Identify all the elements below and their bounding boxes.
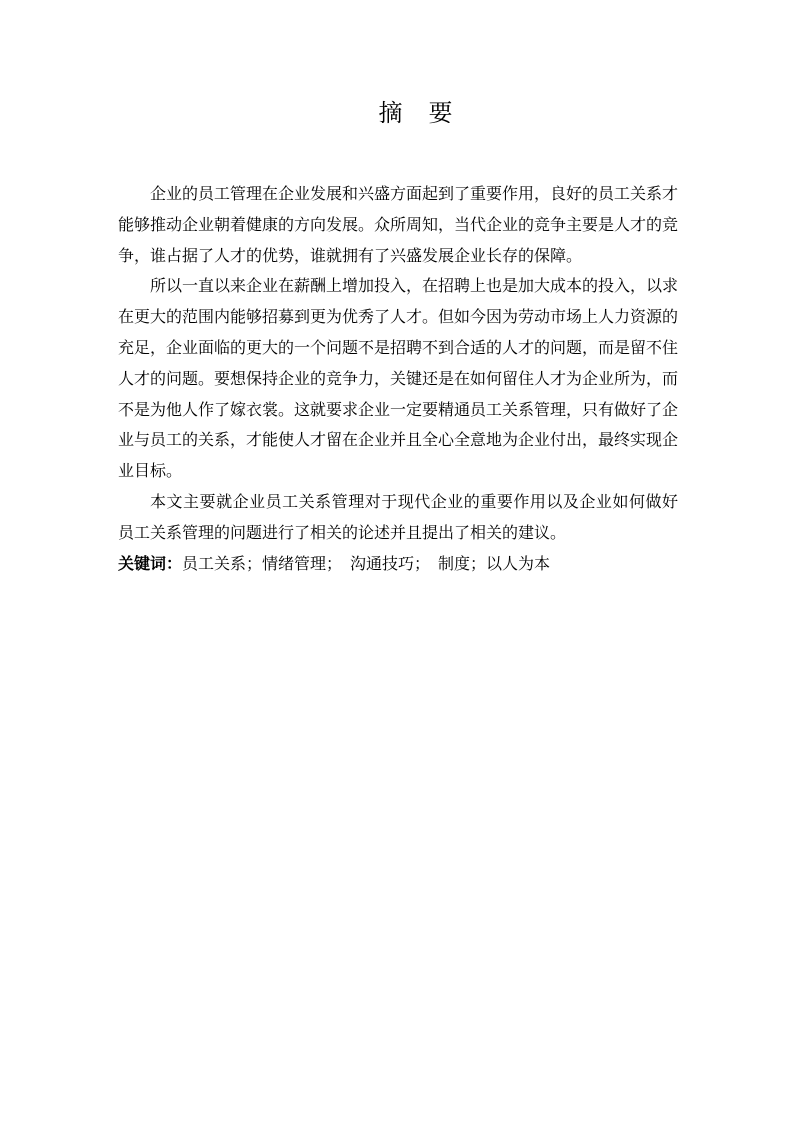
abstract-line: 所以一直以来企业在薪酬上增加投入，在招聘上也是加大成本的投入，以求 [150,278,678,296]
abstract-line: 争，谁占据了人才的优势，谁就拥有了兴盛发展企业长存的保障。 [118,247,583,265]
abstract-line: 业与员工的关系，才能使人才留在企业并且全心全意地为企业付出，最终实现企 [118,432,678,450]
keywords-text: 员工关系；情绪管理； 沟通技巧； 制度；以人为本 [182,555,551,573]
abstract-line: 本文主要就企业员工关系管理对于现代企业的重要作用以及企业如何做好 [150,493,678,511]
abstract-body [118,180,678,580]
keywords-label: 关键词： [118,555,183,573]
keywords-line [118,550,678,581]
abstract-line: 能够推动企业朝着健康的方向发展。众所周知，当代企业的竞争主要是人才的竞 [118,216,678,234]
page-title: 摘 要 [378,101,454,127]
abstract-line: 业目标。 [118,463,183,481]
abstract-line: 企业的员工管理在企业发展和兴盛方面起到了重要作用，良好的员工关系才 [150,186,678,203]
abstract-line: 员工关系管理的问题进行了相关的论述并且提出了相关的建议。 [118,524,567,542]
abstract-line: 充足，企业面临的更大的一个问题不是招聘不到合适的人才的问题，而是留不住 [118,339,678,357]
abstract-line: 在更大的范围内能够招募到更为优秀了人才。但如今因为劳动市场上人力资源的 [118,309,678,327]
abstract-line: 人才的问题。要想保持企业的竞争力，关键还是在如何留住人才为企业所为，而 [118,370,678,388]
abstract-line: 不是为他人作了嫁衣裳。这就要求企业一定要精通员工关系管理，只有做好了企 [118,401,678,419]
